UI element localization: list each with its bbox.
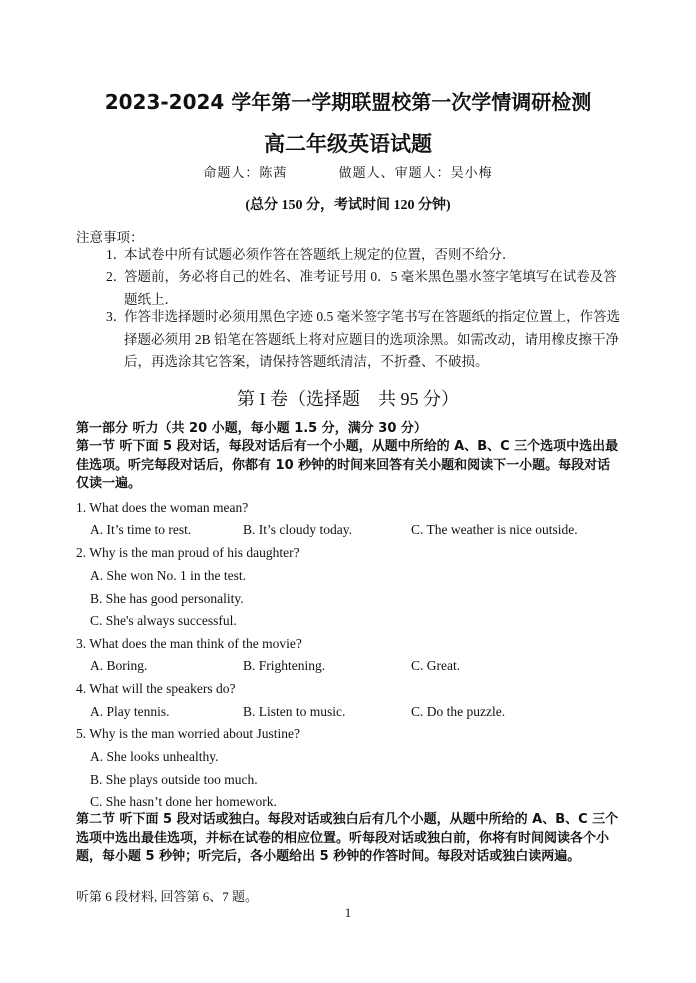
notice-heading: 注意事项： <box>76 230 144 245</box>
page-number: 1 <box>344 905 352 920</box>
notice-item-number: 2． <box>106 269 127 284</box>
notice-item-text: 答题前，务必将自己的姓名、准考证号用 0．5 毫米黑色墨水签字笔填写在试卷及答题纸上． <box>124 269 617 307</box>
q2-option-a[interactable]: A. She won No. 1 in the test. <box>90 568 246 583</box>
q4-option-c[interactable]: C. Do the puzzle. <box>411 704 506 719</box>
notice-item-3 <box>106 306 626 374</box>
q1-option-c[interactable]: C. The weather is nice outside. <box>411 522 578 537</box>
question-stem-4: 4. What will the speakers do? <box>76 681 236 696</box>
authors-line: 命题人：陈茜 做题人、审题人：吴小梅 <box>203 166 493 181</box>
q5-option-c[interactable]: C. She hasn’t done her homework. <box>90 794 277 809</box>
notice-item-1 <box>106 244 626 267</box>
part1-heading: 第一部分 听力（共 20 小题，每小题 1.5 分，满分 30 分） <box>76 421 427 436</box>
q4-option-a[interactable]: A. Play tennis. <box>90 704 170 719</box>
question-stem-1: 1. What does the woman mean? <box>76 500 249 515</box>
notice-item-number: 3． <box>106 309 127 324</box>
q5-option-a[interactable]: A. She looks unhealthy. <box>90 749 219 764</box>
question-stem-5: 5. Why is the man worried about Justine? <box>76 726 300 741</box>
question-stem-2: 2. Why is the man proud of his daughter? <box>76 545 300 560</box>
notice-item-text: 作答非选择题时必须用黑色字迹 0.5 毫米签字笔书写在答题纸的指定位置上，作答选择题必须用 2B 铅笔在答题纸上将对应题目的选项涂黑。如需改动，请用橡皮擦干净后，再选涂其它答案，请保持答题纸清洁，不折叠、不破损。 <box>124 309 621 369</box>
q2-option-c[interactable]: C. She's always successful. <box>90 613 237 628</box>
score-time-line: (总分 150 分，考试时间 120 分钟) <box>245 198 451 213</box>
listen-note: 听第 6 段材料, 回答第 6、7 题。 <box>76 889 259 904</box>
q3-option-b[interactable]: B. Frightening. <box>243 658 326 673</box>
section1-instructions: 第一节 听下面 5 段对话，每段对话后有一个小题，从题中所给的 A、B、C 三个选项中选出最佳选项。听完每段对话后，你都有 10 秒钟的时间来回答有关小题和阅读下一小题。每段对话仅读一遍。 <box>76 439 619 491</box>
q3-option-a[interactable]: A. Boring. <box>90 658 148 673</box>
q4-option-b[interactable]: B. Listen to music. <box>243 704 346 719</box>
section2-instructions: 第二节 听下面 5 段对话或独白。每段对话或独白后有几个小题，从题中所给的 A、B、C 三个选项中选出最佳选项，并标在试卷的相应位置。听每段对话或独白前，你将有时间阅读各个小题，每小题 5 秒钟；听完后，各小题给出 5 秒钟的作答时间。每段对话或独白读两遍。 <box>76 812 619 864</box>
volume-title: 第 I 卷（选择题 共 95 分） <box>237 389 459 409</box>
notice-item-number: 1． <box>106 247 127 262</box>
q3-option-c[interactable]: C. Great. <box>411 658 461 673</box>
q1-option-a[interactable]: A. It’s time to rest. <box>90 522 192 537</box>
q2-option-b[interactable]: B. She has good personality. <box>90 591 244 606</box>
exam-title: 2023-2024 学年第一学期联盟校第一次学情调研检测 <box>104 90 592 114</box>
exam-subtitle: 高二年级英语试题 <box>264 132 432 156</box>
question-stem-3: 3. What does the man think of the movie? <box>76 636 302 651</box>
notice-item-2 <box>106 266 626 311</box>
q5-option-b[interactable]: B. She plays outside too much. <box>90 772 258 787</box>
q1-option-b[interactable]: B. It’s cloudy today. <box>243 522 352 537</box>
notice-item-text: 本试卷中所有试题必须作答在答题纸上规定的位置，否则不给分． <box>124 247 516 262</box>
